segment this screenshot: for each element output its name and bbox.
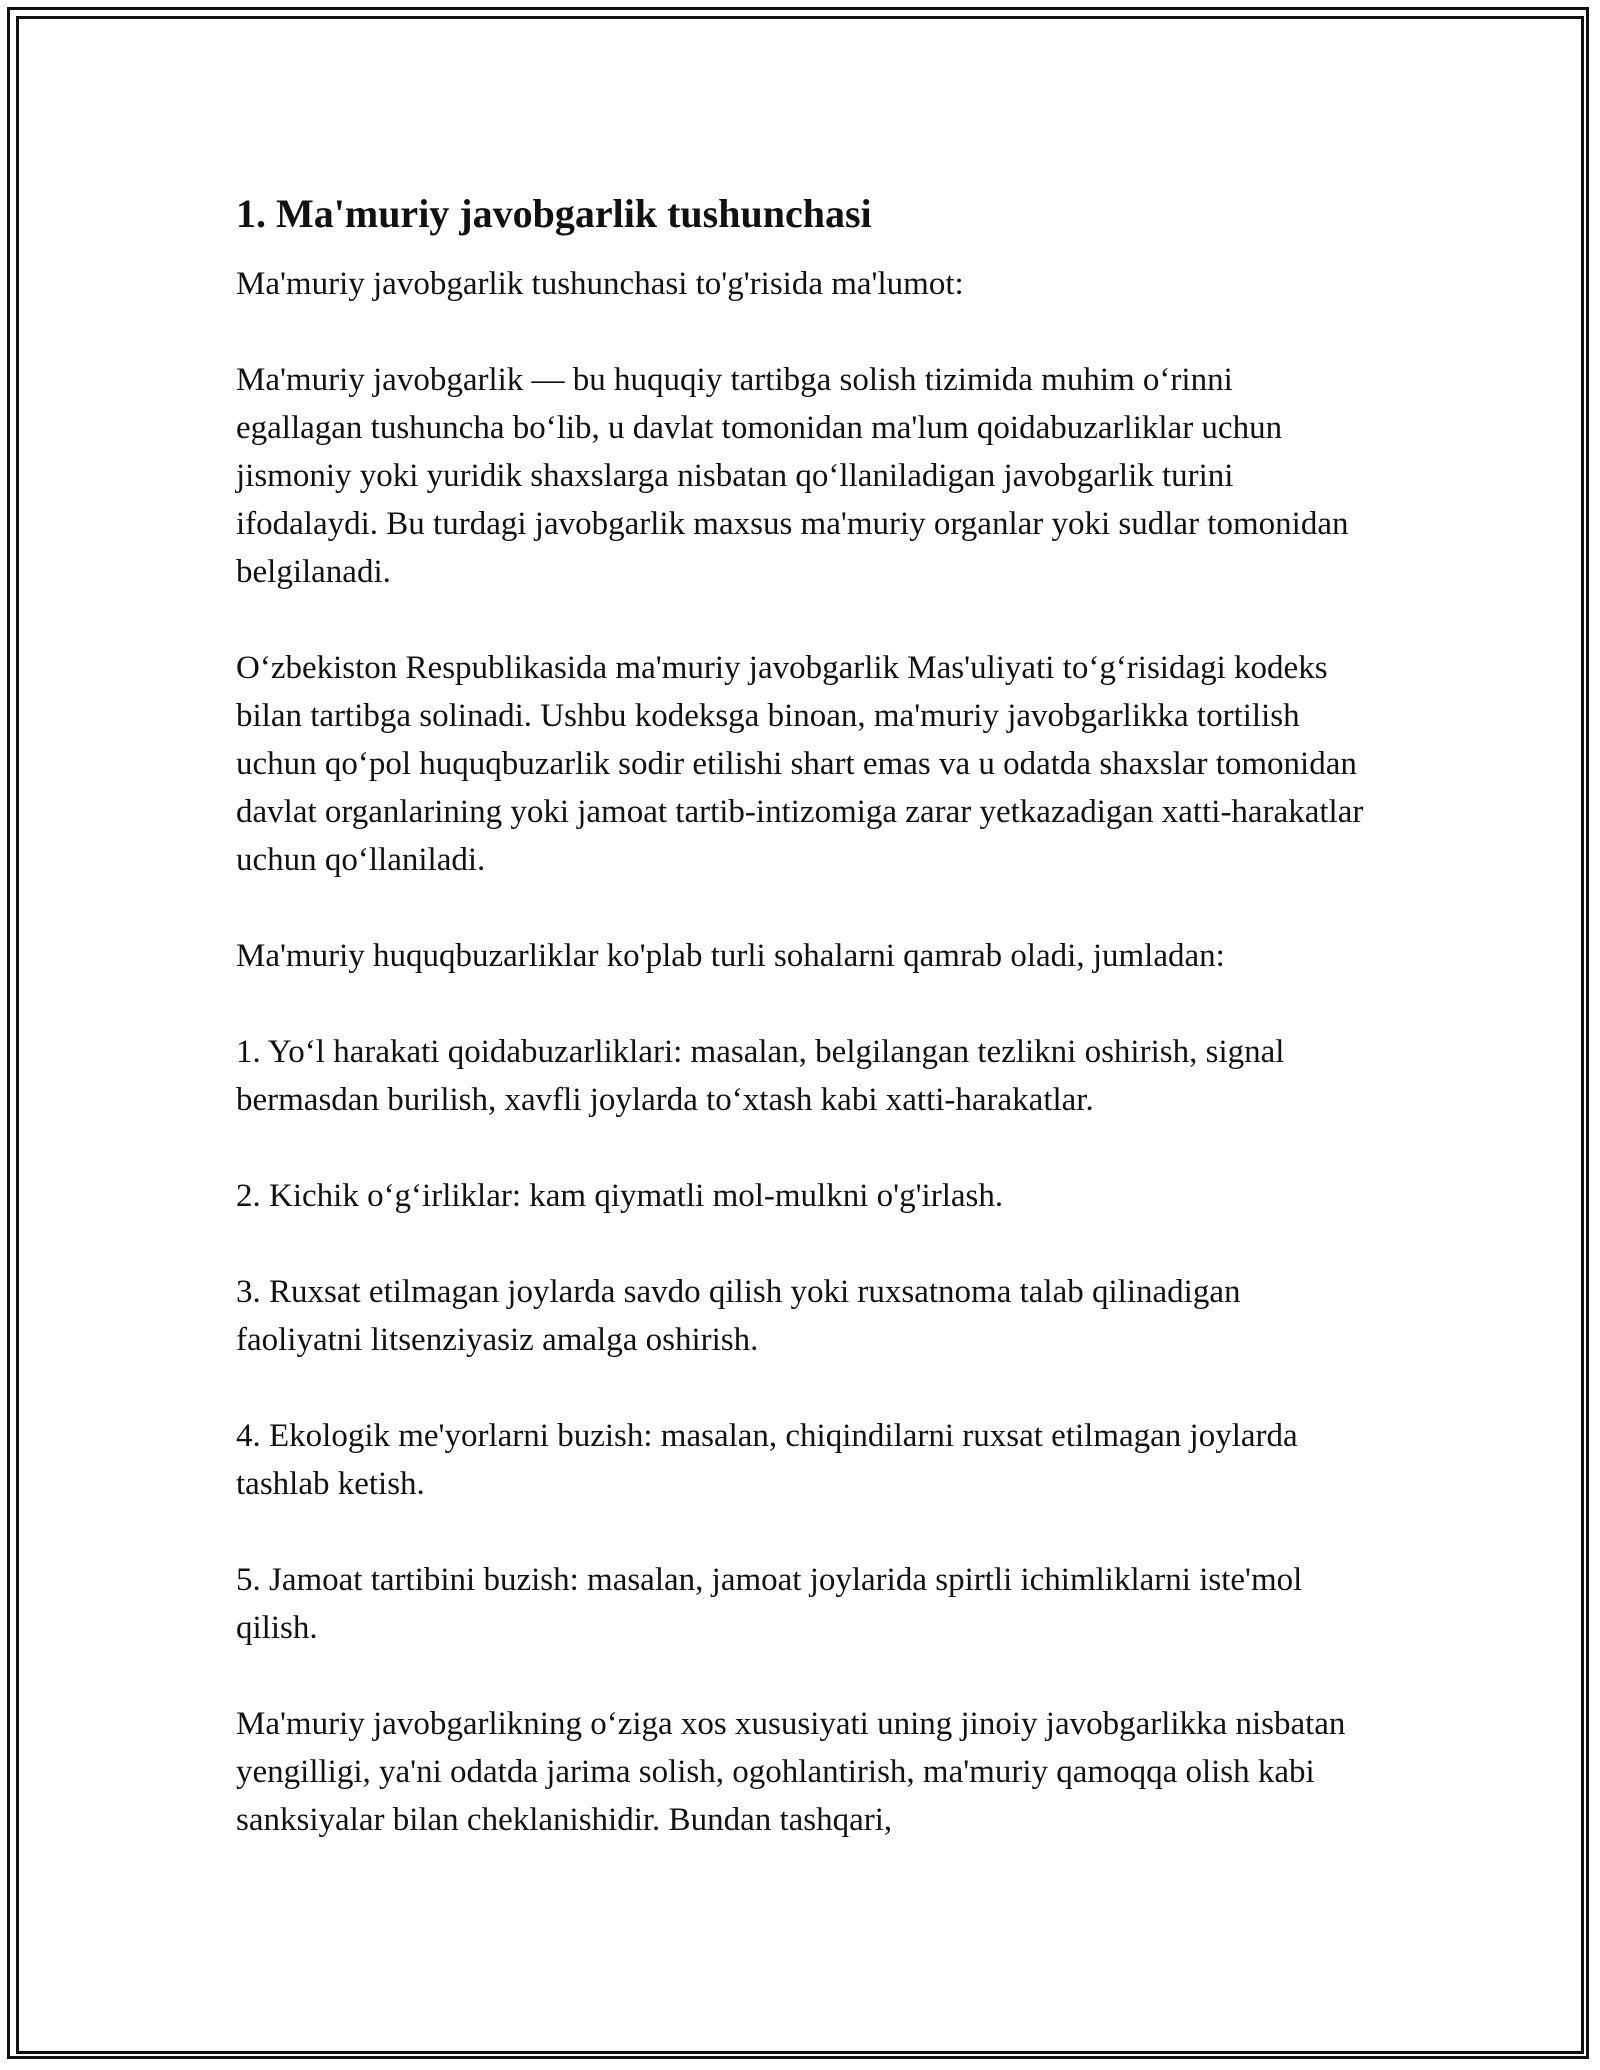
- features-paragraph: Ma'muriy javobgarlikning o‘ziga xos xususiyati uning jinoiy javobgarlikka nisbatan yengilligi, ya'ni odatda jarima solish, ogohlantirish, ma'muriy qamoqqa olish kabi sanksiyalar bilan cheklanishidir. Bundan tashqari,: [236, 1706, 1346, 1838]
- list-item-1: 1. Yo‘l harakati qoidabuzarliklari: masalan, belgilangan tezlikni oshirish, signal bermasdan burilish, xavfli joylarda to‘xtash kabi xatti-harakatlar.: [236, 1034, 1285, 1118]
- list-item-3: 3. Ruxsat etilmagan joylarda savdo qilish yoki ruxsatnoma talab qilinadigan faoliyatni litsenziyasiz amalga oshirish.: [236, 1274, 1241, 1358]
- list-item-5: 5. Jamoat tartibini buzish: masalan, jamoat joylarida spirtli ichimliklarni iste'mol qilish.: [236, 1562, 1303, 1646]
- list-item-2: 2. Kichik o‘g‘irliklar: kam qiymatli mol-mulkni o'g'irlash.: [236, 1178, 1004, 1214]
- intro-paragraph: Ma'muriy javobgarlik tushunchasi to'g'risida ma'lumot:: [236, 266, 964, 302]
- legislation-paragraph: O‘zbekiston Respublikasida ma'muriy javobgarlik Mas'uliyati to‘g‘risidagi kodeks bilan tartibga solinadi. Ushbu kodeksga binoan, ma'muriy javobgarlikka tortilish uchun qo‘pol huquqbuzarlik sodir etilishi shart emas va u odatda shaxslar tomonidan davlat organlarining yoki jamoat tartib-intizomiga zarar yetkazadigan xatti-harakatlar uchun qo‘llaniladi.: [236, 650, 1364, 878]
- document-body: [236, 188, 1366, 1892]
- definition-paragraph: Ma'muriy javobgarlik — bu huquqiy tartibga solish tizimida muhim o‘rinni egallagan tushuncha bo‘lib, u davlat tomonidan ma'lum qoidabuzarliklar uchun jismoniy yoki yuridik shaxslarga nisbatan qo‘llaniladigan javobgarlik turini ifodalaydi. Bu turdagi javobgarlik maxsus ma'muriy organlar yoki sudlar tomonidan belgilanadi.: [236, 362, 1349, 590]
- list-item-4: 4. Ekologik me'yorlarni buzish: masalan, chiqindilarni ruxsat etilmagan joylarda tashlab ketish.: [236, 1418, 1298, 1502]
- section-heading: 1. Ma'muriy javobgarlik tushunchasi: [236, 191, 872, 236]
- list-intro-paragraph: Ma'muriy huquqbuzarliklar ko'plab turli sohalarni qamrab oladi, jumladan:: [236, 938, 1225, 974]
